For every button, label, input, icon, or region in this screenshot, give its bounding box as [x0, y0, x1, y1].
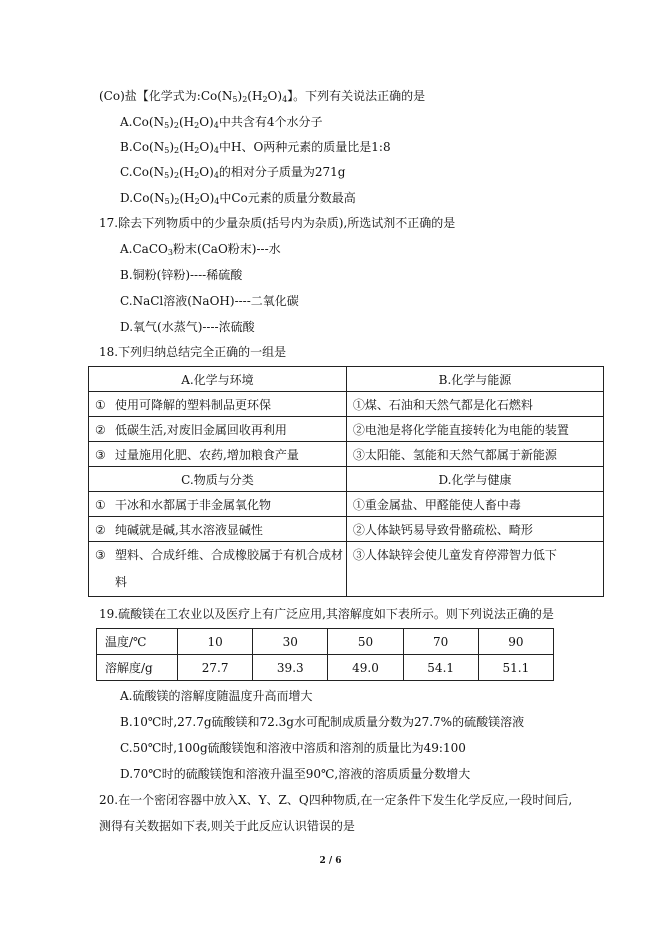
q19-option-c: C.50℃时,100g硫酸镁饱和溶液中溶质和溶剂的质量比为49:100 — [120, 741, 466, 755]
q19-solubility-cell: 27.7 — [178, 655, 253, 681]
q18-header-b: B.化学与能源 — [346, 367, 603, 392]
q18-c3: ③ 塑料、合成纤维、合成橡胶属于有机合成材 料 — [89, 542, 347, 597]
page-number: 2 / 6 — [319, 856, 342, 866]
q18-header-d: D.化学与健康 — [346, 467, 603, 492]
q19-solubility-cell: 54.1 — [403, 655, 478, 681]
q16-stem: (Co)盐【化学式为$:Co(N_5)_2(H_2O)_4$】。下列有关说法正确的是 — [99, 89, 426, 104]
q19-temp-label: 温度/℃ — [97, 629, 178, 655]
q20-stem-line-2: 测得有关数据如下表,则关于此反应认识错误的是 — [99, 819, 355, 833]
q18-c1: ① 干冰和水都属于非金属氧化物 — [89, 492, 347, 517]
q19-option-a: A.硫酸镁的溶解度随温度升高而增大 — [120, 689, 313, 703]
q19-option-d: D.70℃时的硫酸镁饱和溶液升温至90℃,溶液的溶质质量分数增大 — [120, 767, 471, 781]
q17-option-b: B.铜粉(锌粉)----稀硫酸 — [120, 268, 243, 282]
q18-header-a: A.化学与环境 — [89, 367, 347, 392]
q18-d1: ①重金属盐、甲醛能使人畜中毒 — [346, 492, 603, 517]
q19-temp-cell: 10 — [178, 629, 253, 655]
q19-stem: 19.硫酸镁在工农业以及医疗上有广泛应用,其溶解度如下表所示。则下列说法正确的是 — [99, 607, 554, 621]
q19-temp-cell: 30 — [253, 629, 328, 655]
q18-c2: ② 纯碱就是碱,其水溶液显碱性 — [89, 517, 347, 542]
q16-option-d: $D.Co(N_5)_2(H_2O)_4$中Co元素的质量分数最高 — [120, 191, 356, 206]
q19-temp-cell: 90 — [478, 629, 553, 655]
q19-solubility-label: 溶解度/g — [97, 655, 178, 681]
q18-d3: ③人体缺锌会使儿童发育停滞智力低下 — [346, 542, 603, 597]
q18-d2: ②人体缺钙易导致骨骼疏松、畸形 — [346, 517, 603, 542]
q16-option-b: $B.Co(N_5)_2(H_2O)_4$中H、O两种元素的质量比是1:8 — [120, 140, 391, 155]
q17-option-a: A.CaCO$_3$粉末(CaO粉末)---水 — [120, 242, 281, 257]
q16-option-a: $A.Co(N_5)_2(H_2O)_4$中共含有4个水分子 — [120, 115, 323, 130]
q19-solubility-cell: 39.3 — [253, 655, 328, 681]
q18-stem: 18.下列归纳总结完全正确的一组是 — [99, 345, 287, 359]
q19-solubility-cell: 49.0 — [328, 655, 403, 681]
q18-a3: ③ 过量施用化肥、农药,增加粮食产量 — [89, 442, 347, 467]
q18-b1: ①煤、石油和天然气都是化石燃料 — [346, 392, 603, 417]
q18-header-c: C.物质与分类 — [89, 467, 347, 492]
q18-table — [88, 366, 604, 597]
q19-solubility-table — [96, 628, 554, 681]
q17-option-c: C.NaCl溶液(NaOH)----二氧化碳 — [120, 294, 299, 308]
q18-a1: ① 使用可降解的塑料制品更环保 — [89, 392, 347, 417]
q19-option-b: B.10℃时,27.7g硫酸镁和72.3g水可配制成质量分数为27.7%的硫酸镁溶液 — [120, 715, 525, 729]
q18-b2: ②电池是将化学能直接转化为电能的装置 — [346, 417, 603, 442]
q18-b3: ③太阳能、氢能和天然气都属于新能源 — [346, 442, 603, 467]
q20-stem-line-1: 20.在一个密闭容器中放入X、Y、Z、Q四种物质,在一定条件下发生化学反应,一段时间后, — [99, 793, 573, 807]
q19-temp-cell: 50 — [328, 629, 403, 655]
q19-solubility-cell: 51.1 — [478, 655, 553, 681]
q17-stem: 17.除去下列物质中的少量杂质(括号内为杂质),所选试剂不正确的是 — [99, 216, 456, 230]
q19-temp-cell: 70 — [403, 629, 478, 655]
q18-a2: ② 低碳生活,对废旧金属回收再利用 — [89, 417, 347, 442]
q17-option-d: D.氧气(水蒸气)----浓硫酸 — [120, 320, 255, 334]
q16-option-c: $C.Co(N_5)_2(H_2O)_4$的相对分子质量为271g — [120, 165, 346, 180]
